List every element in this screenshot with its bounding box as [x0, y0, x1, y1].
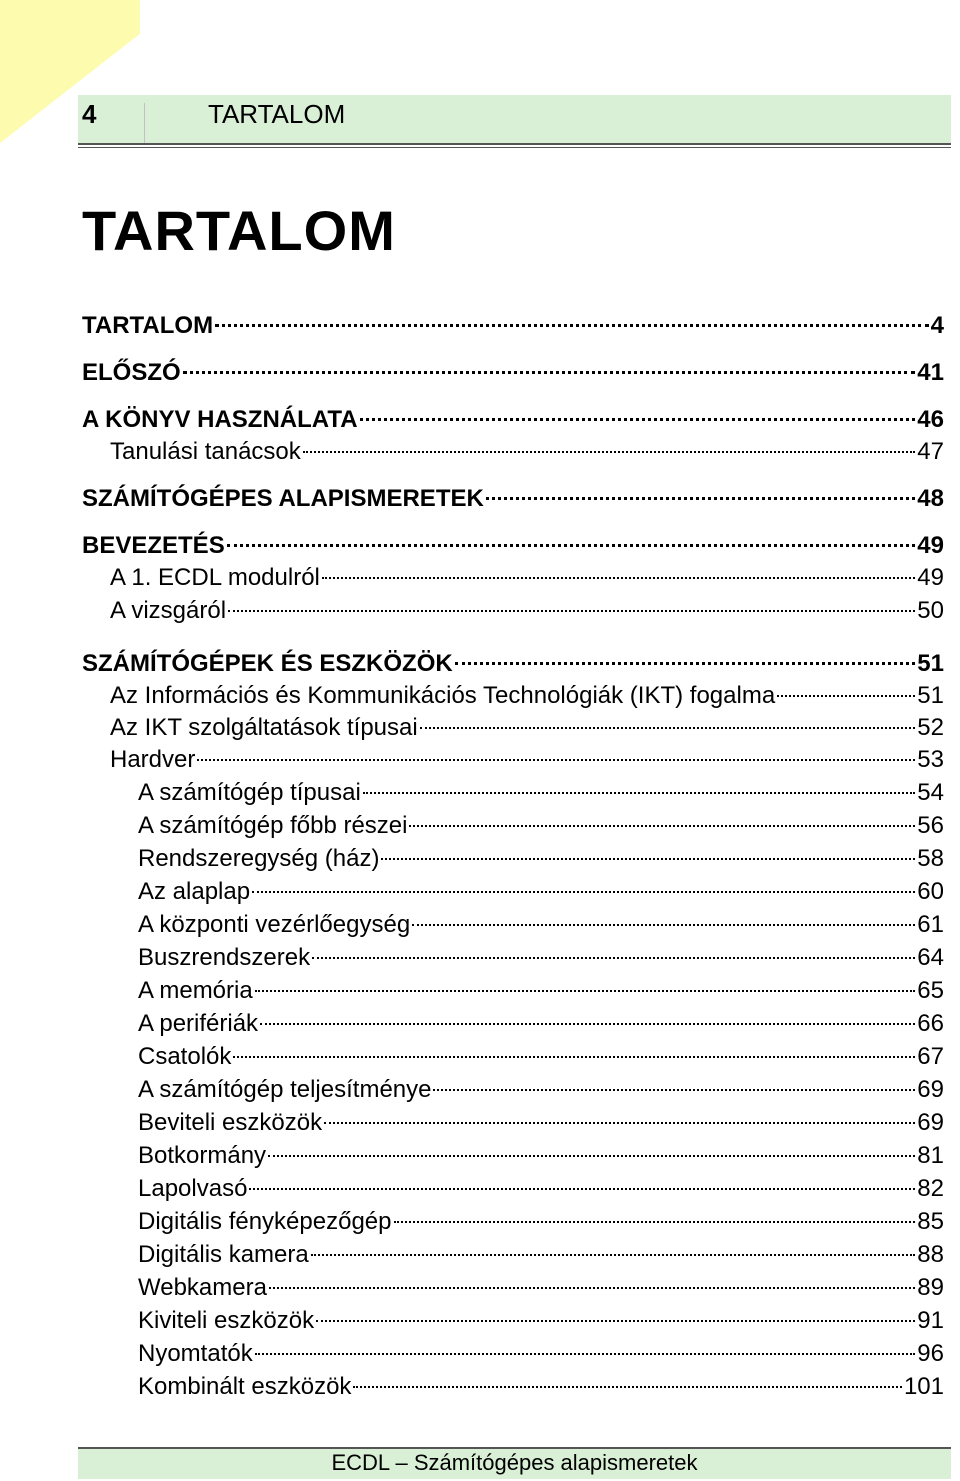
toc-entry	[82, 357, 944, 389]
toc-entry-page: 61	[917, 911, 944, 938]
toc-entry-page: 66	[917, 1010, 944, 1037]
header-rule	[78, 143, 951, 148]
toc-entry-title: Lapolvasó	[138, 1175, 248, 1202]
toc-entry	[138, 1107, 944, 1139]
toc-entry	[138, 1041, 944, 1073]
toc-entry-page: 85	[917, 1208, 944, 1235]
toc-dot-leader	[455, 662, 916, 665]
toc-entry	[110, 436, 944, 468]
toc-entry-title: Nyomtatók	[138, 1340, 253, 1367]
toc-entry-page: 69	[917, 1109, 944, 1136]
toc-entry-page: 101	[903, 1373, 944, 1400]
toc-entry	[82, 648, 944, 680]
toc-entry	[138, 1140, 944, 1172]
footer-text: ECDL – Számítógépes alapismeretek	[331, 1450, 698, 1475]
toc-entry-page: 56	[917, 812, 944, 839]
toc-entry-title: Digitális fényképezőgép	[138, 1208, 392, 1235]
toc-entry-title: A központi vezérlőegység	[138, 911, 411, 938]
toc-entry-page: 60	[917, 878, 944, 905]
toc-entry	[138, 1008, 944, 1040]
toc-entry-title: A vizsgáról	[110, 597, 227, 624]
toc-entry	[138, 843, 944, 875]
toc-dot-leader	[360, 418, 916, 421]
toc-dot-leader	[255, 990, 916, 992]
toc-dot-leader	[312, 957, 915, 959]
toc-entry-title: Beviteli eszközök	[138, 1109, 323, 1136]
toc-entry-title: A memória	[138, 977, 253, 1004]
toc-dot-leader	[303, 451, 916, 453]
toc-entry	[138, 975, 944, 1007]
running-footer	[78, 1447, 951, 1479]
toc-entry	[138, 1206, 944, 1238]
running-header	[78, 95, 951, 145]
toc-entry	[110, 744, 944, 776]
toc-entry-page: 88	[917, 1241, 944, 1268]
toc-entry	[82, 530, 944, 562]
toc-dot-leader	[409, 825, 915, 827]
toc-entry-page: 51	[917, 682, 944, 709]
toc-entry-page: 89	[917, 1274, 944, 1301]
toc-entry-page: 64	[917, 944, 944, 971]
toc-entry	[110, 562, 944, 594]
toc-entry-page: 49	[917, 532, 944, 559]
toc-dot-leader	[316, 1320, 915, 1322]
toc-entry-title: Az alaplap	[138, 878, 251, 905]
toc-entry-title: ELŐSZÓ	[82, 359, 181, 386]
toc-entry	[138, 909, 944, 941]
toc-dot-leader	[322, 577, 915, 579]
toc-entry	[110, 595, 944, 627]
toc-entry-title: A számítógép főbb részei	[138, 812, 408, 839]
toc-entry-page: 58	[917, 845, 944, 872]
toc-entry-title: A 1. ECDL modulról	[110, 564, 320, 591]
toc-entry	[138, 1074, 944, 1106]
toc-entry-page: 82	[917, 1175, 944, 1202]
toc-entry-page: 50	[917, 597, 944, 624]
toc-entry	[138, 1305, 944, 1337]
toc-dot-leader	[233, 1056, 915, 1058]
toc-entry	[82, 404, 944, 436]
toc-entry	[82, 483, 944, 515]
toc-dot-leader	[260, 1023, 915, 1025]
toc-dot-leader	[183, 371, 916, 374]
toc-entry-title: Kiviteli eszközök	[138, 1307, 315, 1334]
toc-dot-leader	[381, 858, 915, 860]
toc-entry-title: A perifériák	[138, 1010, 259, 1037]
toc-entry-title: TARTALOM	[82, 312, 214, 339]
toc-dot-leader	[215, 324, 929, 327]
toc-entry	[138, 1173, 944, 1205]
toc-entry-title: Botkormány	[138, 1142, 267, 1169]
toc-entry	[138, 1338, 944, 1370]
toc-entry-title: Az IKT szolgáltatások típusai	[110, 714, 418, 741]
toc-dot-leader	[227, 544, 916, 547]
toc-entry	[138, 942, 944, 974]
toc-entry	[110, 680, 944, 712]
toc-dot-leader	[255, 1353, 916, 1355]
toc-dot-leader	[252, 891, 915, 893]
toc-dot-leader	[249, 1188, 915, 1190]
toc-entry-page: 65	[917, 977, 944, 1004]
toc-entry-title: Kombinált eszközök	[138, 1373, 352, 1400]
toc-entry-page: 49	[917, 564, 944, 591]
toc-entry-page: 53	[917, 746, 944, 773]
page-title: TARTALOM	[82, 199, 396, 262]
toc-entry-page: 47	[917, 438, 944, 465]
toc-entry	[110, 712, 944, 744]
toc-dot-leader	[777, 695, 915, 697]
toc-entry	[138, 1371, 944, 1403]
toc-entry-page: 91	[917, 1307, 944, 1334]
toc-entry	[138, 810, 944, 842]
toc-dot-leader	[311, 1254, 916, 1256]
toc-entry-page: 48	[917, 485, 944, 512]
toc-entry	[138, 1272, 944, 1304]
toc-entry-page: 51	[917, 650, 944, 677]
toc-entry-title: A KÖNYV HASZNÁLATA	[82, 406, 358, 433]
toc-dot-leader	[420, 727, 916, 729]
toc-entry	[138, 876, 944, 908]
toc-dot-leader	[268, 1155, 915, 1157]
toc-entry-title: Webkamera	[138, 1274, 267, 1301]
toc-dot-leader	[353, 1386, 902, 1388]
header-divider	[144, 103, 145, 145]
toc-dot-leader	[324, 1122, 915, 1124]
toc-entry-title: SZÁMÍTÓGÉPEK ÉS ESZKÖZÖK	[82, 650, 453, 677]
toc-entry-page: 46	[917, 406, 944, 433]
toc-entry-title: SZÁMÍTÓGÉPES ALAPISMERETEK	[82, 485, 484, 512]
toc-entry-page: 41	[917, 359, 944, 386]
toc-entry-title: Hardver	[110, 746, 196, 773]
header-page-number: 4	[82, 99, 97, 129]
toc-entry-title: BEVEZETÉS	[82, 532, 225, 559]
toc-dot-leader	[363, 792, 916, 794]
toc-dot-leader	[412, 924, 915, 926]
toc-entry-title: Csatolók	[138, 1043, 232, 1070]
toc-entry	[138, 1239, 944, 1271]
toc-entry-page: 54	[917, 779, 944, 806]
toc-entry-page: 96	[917, 1340, 944, 1367]
toc-dot-leader	[486, 497, 915, 500]
toc-entry-page: 52	[917, 714, 944, 741]
header-running-title: TARTALOM	[208, 99, 346, 129]
toc-entry	[138, 777, 944, 809]
toc-entry-title: Tanulási tanácsok	[110, 438, 301, 465]
toc-dot-leader	[228, 610, 915, 612]
toc-dot-leader	[197, 759, 915, 761]
toc-entry-title: Digitális kamera	[138, 1241, 309, 1268]
toc-entry-title: A számítógép teljesítménye	[138, 1076, 432, 1103]
toc-entry-page: 69	[917, 1076, 944, 1103]
toc-entry-title: A számítógép típusai	[138, 779, 361, 806]
toc-entry	[82, 310, 944, 342]
toc-entry-title: Buszrendszerek	[138, 944, 311, 971]
toc-dot-leader	[433, 1089, 915, 1091]
toc-entry-page: 81	[917, 1142, 944, 1169]
toc-entry-page: 67	[917, 1043, 944, 1070]
toc-entry-page: 4	[930, 312, 944, 339]
toc-dot-leader	[269, 1287, 915, 1289]
toc-entry-title: Az Információs és Kommunikációs Technológiák (IKT) fogalma	[110, 682, 776, 709]
toc-dot-leader	[394, 1221, 916, 1223]
toc-entry-title: Rendszeregység (ház)	[138, 845, 380, 872]
